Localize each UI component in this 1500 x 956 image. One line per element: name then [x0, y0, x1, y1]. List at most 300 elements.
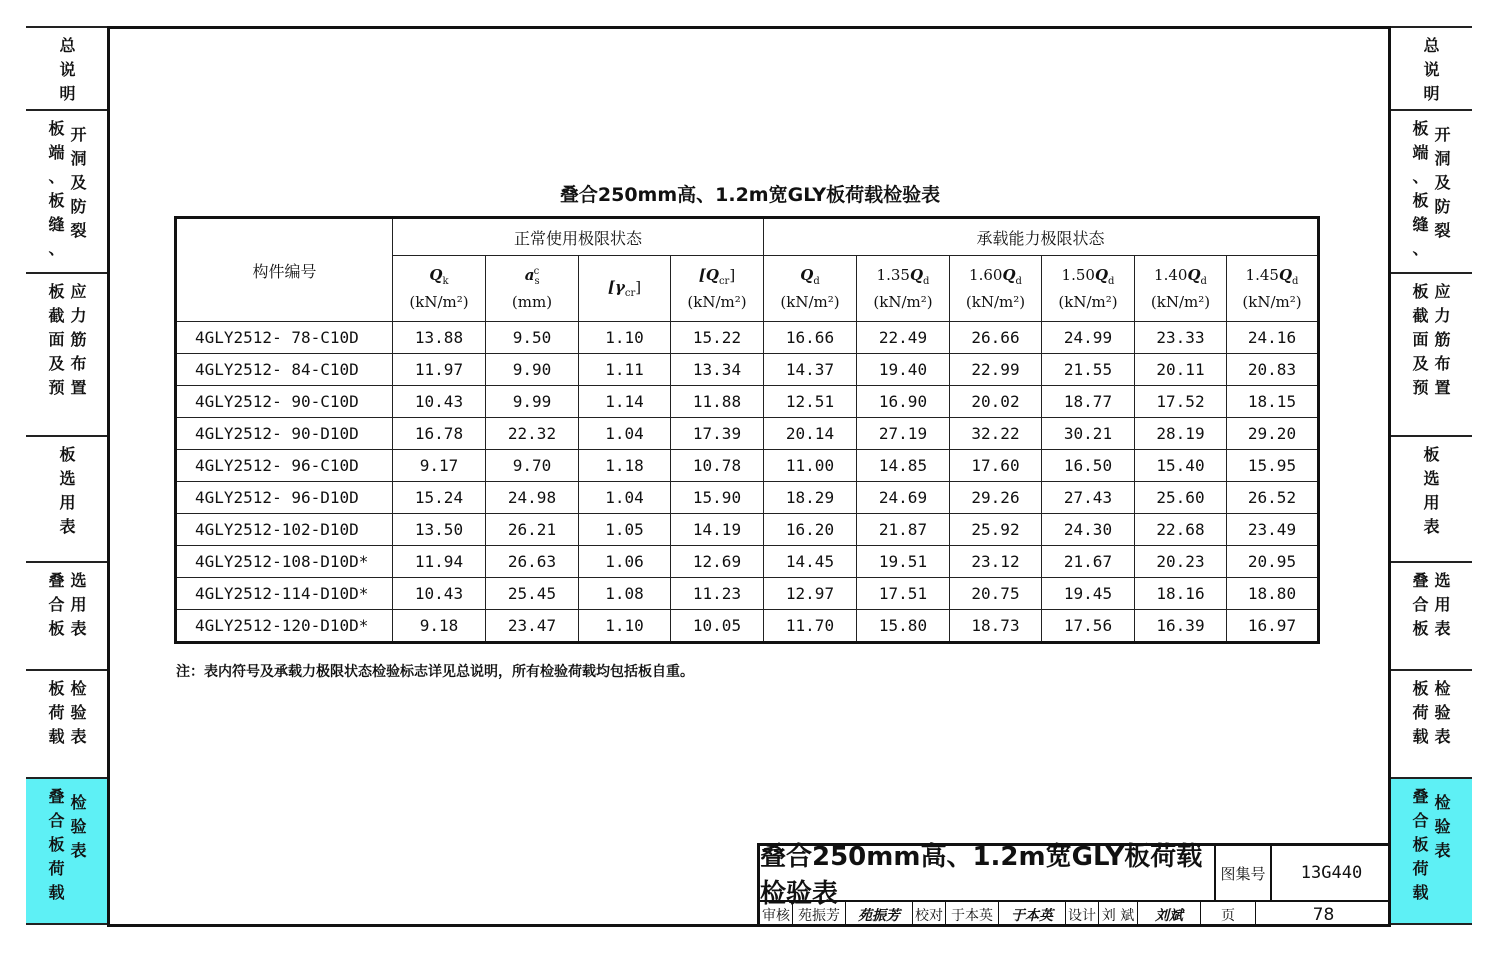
table-row [176, 482, 1319, 514]
side-tab-char: 板 [1412, 119, 1429, 138]
component-id: 4GLY2512- 90-C10D [176, 386, 393, 418]
value-cell: 9.99 [486, 386, 579, 418]
side-tab-char: 、 [1412, 239, 1429, 258]
page-number: 78 [1312, 904, 1335, 925]
side-tab-char: 板 [1412, 835, 1429, 854]
side-tab-char: 验 [1434, 703, 1451, 722]
value-cell: 23.33 [1135, 322, 1227, 354]
component-id: 4GLY2512-108-D10D* [176, 546, 393, 578]
title-block [757, 843, 1391, 927]
value-cell: 17.56 [1042, 610, 1135, 643]
component-id: 4GLY2512-114-D10D* [176, 578, 393, 610]
column-header-4 [764, 256, 857, 322]
side-tab-char: 及 [1412, 354, 1429, 373]
value-cell: 17.39 [671, 418, 764, 450]
side-tab-char: 防 [1434, 197, 1451, 216]
value-cell: 20.23 [1135, 546, 1227, 578]
value-cell: 15.22 [671, 322, 764, 354]
column-header-1 [486, 256, 579, 322]
side-tab-char: 预 [48, 378, 65, 397]
header-unit: (kN/m²) [1150, 293, 1211, 311]
value-cell: 9.90 [486, 354, 579, 386]
side-tab-2[interactable] [1391, 272, 1472, 435]
header-factor: 1.45 [1245, 266, 1279, 284]
side-tab-char: 检 [1434, 679, 1451, 698]
page-label: 页 [1201, 902, 1256, 927]
side-tab-label-column [59, 443, 75, 539]
side-tab-char: 板 [48, 679, 65, 698]
side-tab-char: 载 [1412, 727, 1429, 746]
side-tab-5[interactable] [26, 669, 109, 777]
side-tab-char: 表 [1434, 841, 1451, 860]
side-tab-char: 总 [59, 36, 76, 55]
side-tab-label-column [71, 569, 87, 641]
value-cell: 25.92 [950, 514, 1042, 546]
side-tab-char: 板 [1412, 191, 1429, 210]
column-header-2 [579, 256, 671, 322]
header-factor: 1.35 [876, 266, 910, 284]
table-note: 注：表内符号及承载力极限状态检验标志详见总说明，所有检验荷载均包括板自重。 [176, 664, 694, 680]
table-row [176, 354, 1319, 386]
value-cell: 25.60 [1135, 482, 1227, 514]
header-unit: (kN/m²) [873, 293, 933, 311]
side-tab-4[interactable] [26, 561, 109, 669]
side-tab-char: 载 [48, 727, 65, 746]
header-symbol: Q [429, 266, 443, 284]
side-tab-char: 用 [70, 595, 87, 614]
side-tab-label-column [71, 677, 87, 749]
header-subscript: k [442, 276, 449, 287]
side-tab-char: 预 [1412, 378, 1429, 397]
table-row [176, 578, 1319, 610]
value-cell: 10.78 [671, 450, 764, 482]
side-tab-char: 叠 [48, 787, 65, 806]
side-tab-char: 表 [70, 727, 87, 746]
value-cell: 17.51 [857, 578, 950, 610]
header-unit: (kN/m²) [1058, 293, 1118, 311]
side-tab-char: 板 [1423, 445, 1440, 464]
value-cell: 14.85 [857, 450, 950, 482]
side-tab-label-column [1435, 677, 1451, 749]
component-id: 4GLY2512- 96-D10D [176, 482, 393, 514]
header-symbol: Q [800, 266, 814, 284]
value-cell: 19.51 [857, 546, 950, 578]
side-tab-char: 荷 [48, 703, 65, 722]
value-cell: 1.08 [579, 578, 671, 610]
value-cell: 16.66 [764, 322, 857, 354]
side-tab-2[interactable] [26, 272, 109, 435]
value-cell: 30.21 [1042, 418, 1135, 450]
value-cell: 16.90 [857, 386, 950, 418]
value-cell: 10.05 [671, 610, 764, 643]
column-header-0 [393, 256, 486, 322]
header-bracket: ] [635, 278, 642, 296]
side-tab-char: 叠 [48, 571, 65, 590]
side-tab-char: 用 [1434, 595, 1451, 614]
value-cell: 16.78 [393, 418, 486, 450]
table-row [176, 610, 1319, 643]
column-header-9 [1227, 256, 1319, 322]
load-check-table [174, 216, 1320, 644]
component-id: 4GLY2512-120-D10D* [176, 610, 393, 643]
side-tab-char: 表 [59, 517, 76, 536]
table-row [176, 514, 1319, 546]
side-tab-char: 板 [48, 835, 65, 854]
value-cell: 1.18 [579, 450, 671, 482]
value-cell: 24.98 [486, 482, 579, 514]
side-tab-char: 及 [48, 354, 65, 373]
side-tab-0[interactable] [1391, 26, 1472, 109]
side-tab-char: 表 [1434, 727, 1451, 746]
value-cell: 24.69 [857, 482, 950, 514]
value-cell: 16.50 [1042, 450, 1135, 482]
side-tab-char: 明 [1423, 84, 1440, 103]
side-tab-char: 选 [70, 571, 87, 590]
side-tab-label-column [48, 785, 64, 905]
column-header-5 [857, 256, 950, 322]
side-tab-label-column [1435, 280, 1451, 400]
value-cell: 11.00 [764, 450, 857, 482]
side-tab-label-column [1412, 677, 1428, 749]
value-cell: 12.51 [764, 386, 857, 418]
side-tab-char: 截 [48, 306, 65, 325]
side-tab-char: 防 [70, 197, 87, 216]
value-cell: 11.94 [393, 546, 486, 578]
header-symbol: Q [1094, 266, 1109, 284]
value-cell: 18.80 [1227, 578, 1319, 610]
header-unit: (mm) [511, 293, 553, 311]
header-symbol: Q [909, 266, 924, 284]
value-cell: 23.49 [1227, 514, 1319, 546]
side-tab-label-column [1412, 280, 1428, 400]
value-cell: 27.43 [1042, 482, 1135, 514]
table-row [176, 418, 1319, 450]
value-cell: 1.05 [579, 514, 671, 546]
header-unit: (kN/m²) [409, 293, 469, 311]
column-header-8 [1135, 256, 1227, 322]
value-cell: 23.47 [486, 610, 579, 643]
check-label: 校对 [913, 902, 946, 927]
side-tab-char: 板 [48, 282, 65, 301]
atlas-label: 图集号 [1216, 846, 1272, 900]
value-cell: 14.45 [764, 546, 857, 578]
value-cell: 1.04 [579, 482, 671, 514]
side-tab-char: 裂 [70, 221, 87, 240]
header-subscript: d [1015, 276, 1022, 287]
side-tab-char: 板 [1412, 282, 1429, 301]
side-tab-char: 说 [1423, 60, 1440, 79]
header-subscript: d [1200, 276, 1207, 287]
side-tab-char: 板 [59, 445, 76, 464]
side-tab-label-column [1412, 569, 1428, 641]
value-cell: 24.16 [1227, 322, 1319, 354]
header-subscript: s [534, 276, 540, 287]
value-cell: 26.63 [486, 546, 579, 578]
value-cell: 13.88 [393, 322, 486, 354]
side-tab-char: 力 [1434, 306, 1451, 325]
header-subscript: d [923, 276, 930, 287]
value-cell: 29.26 [950, 482, 1042, 514]
side-tab-char: 表 [70, 619, 87, 638]
value-cell: 16.20 [764, 514, 857, 546]
header-symbol: [γ [607, 278, 625, 296]
header-factor: 1.50 [1061, 266, 1095, 284]
value-cell: 9.18 [393, 610, 486, 643]
side-tab-label-column [71, 280, 87, 400]
header-bracket: ] [729, 266, 736, 284]
value-cell: 28.19 [1135, 418, 1227, 450]
side-tab-char: 明 [59, 84, 76, 103]
side-tab-6[interactable] [1391, 777, 1472, 925]
side-tab-char: 选 [59, 469, 76, 488]
right-tab-strip [1391, 26, 1472, 925]
header-superscript: c [533, 266, 540, 277]
side-tab-char: 载 [1412, 883, 1429, 902]
left-tab-strip [26, 26, 109, 925]
side-tab-3[interactable] [26, 435, 109, 561]
side-tab-char: 板 [1412, 619, 1429, 638]
side-tab-char: 应 [70, 282, 87, 301]
side-tab-char: 检 [70, 679, 87, 698]
side-tab-char: 面 [48, 330, 65, 349]
value-cell: 29.20 [1227, 418, 1319, 450]
side-tab-char: 检 [1434, 793, 1451, 812]
value-cell: 9.17 [393, 450, 486, 482]
side-tab-char: 裂 [1434, 221, 1451, 240]
side-tab-label-column [1423, 34, 1439, 106]
side-tab-label-column [48, 280, 64, 400]
table-row [176, 450, 1319, 482]
side-tab-char: 选 [1423, 469, 1440, 488]
header-subscript: cr [718, 276, 730, 287]
side-tab-char: 及 [1434, 173, 1451, 192]
value-cell: 10.43 [393, 578, 486, 610]
side-tab-char: 缝 [48, 215, 65, 234]
design-label: 设计 [1066, 902, 1099, 927]
value-cell: 26.52 [1227, 482, 1319, 514]
header-symbol: Q [1278, 266, 1293, 284]
value-cell: 9.70 [486, 450, 579, 482]
value-cell: 20.14 [764, 418, 857, 450]
value-cell: 18.77 [1042, 386, 1135, 418]
value-cell: 15.80 [857, 610, 950, 643]
column-header-7 [1042, 256, 1135, 322]
table-row [176, 546, 1319, 578]
value-cell: 19.45 [1042, 578, 1135, 610]
side-tab-char: 合 [48, 595, 65, 614]
value-cell: 18.73 [950, 610, 1042, 643]
side-tab-char: 表 [1434, 619, 1451, 638]
side-tab-char: 开 [70, 125, 87, 144]
column-header-3 [671, 256, 764, 322]
side-tab-char: 置 [70, 378, 87, 397]
side-tab-char: 、 [48, 239, 65, 258]
side-tab-char: 应 [1434, 282, 1451, 301]
side-tab-char: 说 [59, 60, 76, 79]
side-tab-char: 荷 [1412, 859, 1429, 878]
component-id: 4GLY2512- 90-D10D [176, 418, 393, 450]
side-tab-char: 缝 [1412, 215, 1429, 234]
header-symbol: Q [1002, 266, 1016, 284]
reviewer-signature: 苑振芳 [846, 902, 913, 927]
side-tab-0[interactable] [26, 26, 109, 109]
side-tab-char: 布 [1434, 354, 1451, 373]
header-subscript: d [1292, 276, 1299, 287]
value-cell: 11.88 [671, 386, 764, 418]
side-tab-char: 合 [1412, 811, 1429, 830]
side-tab-char: 用 [1423, 493, 1440, 512]
side-tab-char: 板 [48, 619, 65, 638]
side-tab-6[interactable] [26, 777, 109, 925]
checker-name: 于本英 [946, 902, 999, 927]
value-cell: 14.19 [671, 514, 764, 546]
value-cell: 22.32 [486, 418, 579, 450]
value-cell: 13.50 [393, 514, 486, 546]
value-cell: 15.24 [393, 482, 486, 514]
value-cell: 22.49 [857, 322, 950, 354]
header-subscript: d [813, 276, 820, 287]
value-cell: 1.10 [579, 610, 671, 643]
value-cell: 32.22 [950, 418, 1042, 450]
side-tab-char: 布 [70, 354, 87, 373]
side-tab-label-column [1435, 791, 1451, 863]
side-tab-char: 检 [70, 793, 87, 812]
side-tab-char: 筋 [1434, 330, 1451, 349]
side-tab-char: 洞 [1434, 149, 1451, 168]
header-subscript: cr [624, 288, 636, 299]
side-tab-label-column [48, 677, 64, 749]
side-tab-char: 合 [48, 811, 65, 830]
side-tab-char: 洞 [70, 149, 87, 168]
side-tab-label-column [71, 791, 87, 863]
header-unit: (kN/m²) [965, 293, 1026, 311]
value-cell: 11.97 [393, 354, 486, 386]
value-cell: 17.52 [1135, 386, 1227, 418]
value-cell: 20.75 [950, 578, 1042, 610]
value-cell: 21.67 [1042, 546, 1135, 578]
side-tab-char: 、 [1412, 167, 1429, 186]
value-cell: 15.90 [671, 482, 764, 514]
side-tab-char: 验 [70, 817, 87, 836]
value-cell: 22.99 [950, 354, 1042, 386]
designer-name: 刘 斌 [1099, 902, 1138, 927]
side-tab-3[interactable] [1391, 435, 1472, 561]
header-unit: (kN/m²) [687, 293, 747, 311]
header-unit: (kN/m²) [1242, 293, 1302, 311]
value-cell: 11.70 [764, 610, 857, 643]
value-cell: 10.43 [393, 386, 486, 418]
header-subscript: d [1108, 276, 1115, 287]
side-tab-char: 、 [48, 167, 65, 186]
side-tab-char: 荷 [48, 859, 65, 878]
side-tab-char: 板 [48, 191, 65, 210]
header-component-id: 构件编号 [176, 218, 393, 322]
value-cell: 27.19 [857, 418, 950, 450]
value-cell: 26.66 [950, 322, 1042, 354]
component-id: 4GLY2512- 78-C10D [176, 322, 393, 354]
column-header-6 [950, 256, 1042, 322]
reviewer-name: 苑振芳 [793, 902, 846, 927]
component-id: 4GLY2512- 84-C10D [176, 354, 393, 386]
table-row [176, 322, 1319, 354]
value-cell: 9.50 [486, 322, 579, 354]
value-cell: 1.14 [579, 386, 671, 418]
header-symbol: a [524, 266, 535, 284]
value-cell: 20.83 [1227, 354, 1319, 386]
value-cell: 14.37 [764, 354, 857, 386]
side-tab-char: 总 [1423, 36, 1440, 55]
value-cell: 25.45 [486, 578, 579, 610]
header-symbol: [Q [698, 266, 719, 284]
checker-signature: 于本英 [999, 902, 1066, 927]
table-row [176, 386, 1319, 418]
value-cell: 18.16 [1135, 578, 1227, 610]
value-cell: 22.68 [1135, 514, 1227, 546]
side-tab-char: 验 [1434, 817, 1451, 836]
side-tab-char: 开 [1434, 125, 1451, 144]
value-cell: 19.40 [857, 354, 950, 386]
side-tab-label-column [48, 569, 64, 641]
side-tab-char: 验 [70, 703, 87, 722]
component-id: 4GLY2512-102-D10D [176, 514, 393, 546]
value-cell: 24.99 [1042, 322, 1135, 354]
side-tab-char: 表 [1423, 517, 1440, 536]
value-cell: 17.60 [950, 450, 1042, 482]
side-tab-char: 板 [1412, 679, 1429, 698]
side-tab-char: 表 [70, 841, 87, 860]
value-cell: 20.95 [1227, 546, 1319, 578]
value-cell: 16.97 [1227, 610, 1319, 643]
side-tab-char: 及 [70, 173, 87, 192]
value-cell: 18.15 [1227, 386, 1319, 418]
side-tab-4[interactable] [1391, 561, 1472, 669]
designer-signature: 刘斌 [1138, 902, 1201, 927]
value-cell: 21.87 [857, 514, 950, 546]
side-tab-char: 板 [48, 119, 65, 138]
side-tab-5[interactable] [1391, 669, 1472, 777]
value-cell: 21.55 [1042, 354, 1135, 386]
value-cell: 15.40 [1135, 450, 1227, 482]
side-tab-char: 力 [70, 306, 87, 325]
value-cell: 1.11 [579, 354, 671, 386]
side-tab-char: 端 [1412, 143, 1429, 162]
value-cell: 11.23 [671, 578, 764, 610]
document-title: 叠合250mm高、1.2m宽GLY板荷载检验表 [559, 184, 941, 206]
side-tab-label-column [1423, 443, 1439, 539]
atlas-number: 13G440 [1300, 863, 1363, 883]
side-tab-label-column [59, 34, 75, 106]
value-cell: 20.11 [1135, 354, 1227, 386]
value-cell: 1.10 [579, 322, 671, 354]
header-serviceability: 正常使用极限状态 [393, 218, 764, 256]
value-cell: 12.97 [764, 578, 857, 610]
value-cell: 1.04 [579, 418, 671, 450]
side-tab-char: 筋 [70, 330, 87, 349]
value-cell: 20.02 [950, 386, 1042, 418]
header-factor: 1.40 [1154, 266, 1188, 284]
header-ultimate: 承载能力极限状态 [764, 218, 1319, 256]
side-tab-char: 载 [48, 883, 65, 902]
value-cell: 13.34 [671, 354, 764, 386]
component-id: 4GLY2512- 96-C10D [176, 450, 393, 482]
side-tab-char: 合 [1412, 595, 1429, 614]
side-tab-char: 端 [48, 143, 65, 162]
side-tab-char: 叠 [1412, 571, 1429, 590]
header-factor: 1.60 [969, 266, 1003, 284]
header-unit: (kN/m²) [780, 293, 840, 311]
side-tab-label-column [1435, 569, 1451, 641]
side-tab-char: 面 [1412, 330, 1429, 349]
